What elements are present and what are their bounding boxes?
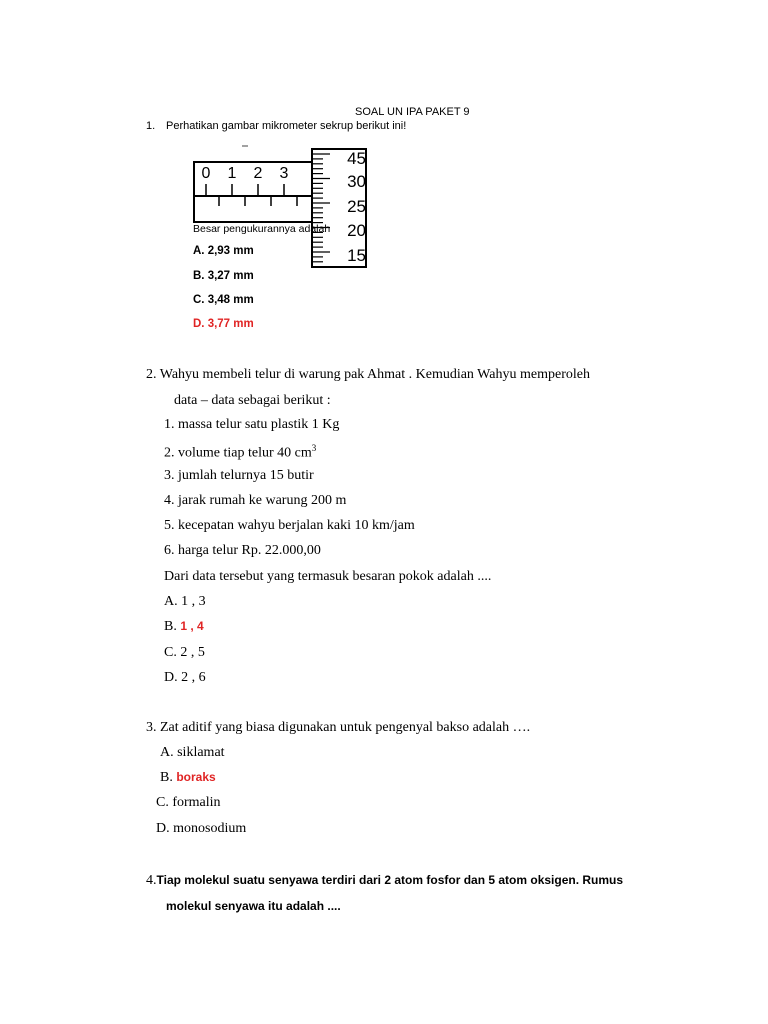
q4-line1 bbox=[146, 873, 623, 889]
main-scale-label: 1 bbox=[227, 165, 237, 182]
q2-option-a: A. 1 , 3 bbox=[164, 594, 206, 609]
q2-item: 4. jarak rumah ke warung 200 m bbox=[164, 493, 347, 508]
q2-option-b bbox=[164, 619, 204, 635]
q2-item-superscript: 3 bbox=[311, 443, 317, 453]
q3-option-b-answer: boraks bbox=[176, 770, 216, 784]
q3-option-b-prefix: B. bbox=[160, 770, 173, 785]
q2-item-volume bbox=[164, 443, 316, 462]
q1-stem: Besar pengukurannya adalah bbox=[193, 223, 331, 235]
thimble-label: 25 bbox=[347, 197, 366, 216]
thimble-label: 30 bbox=[347, 172, 366, 191]
q1-option-a: A. 2,93 mm bbox=[193, 245, 254, 257]
q4-line2: molekul senyawa itu adalah .... bbox=[166, 899, 341, 913]
q1-number: 1. bbox=[146, 120, 156, 132]
thimble-label: 15 bbox=[347, 246, 366, 265]
q2-option-d: D. 2 , 6 bbox=[164, 670, 206, 685]
main-scale-label: 3 bbox=[279, 165, 289, 182]
q1-option-b: B. 3,27 mm bbox=[193, 270, 254, 282]
q2-item: 3. jumlah telurnya 15 butir bbox=[164, 468, 314, 483]
q4-prefix: 4. bbox=[146, 873, 157, 888]
q2-question: Dari data tersebut yang termasuk besaran pokok adalah .... bbox=[164, 569, 492, 584]
q3-question: 3. Zat aditif yang biasa digunakan untuk pengenyal bakso adalah …. bbox=[146, 720, 531, 735]
q3-option-b bbox=[160, 770, 216, 786]
q2-line2: data – data sebagai berikut : bbox=[174, 393, 331, 408]
sleeve-lower-ticks bbox=[219, 196, 297, 206]
q4-text: Tiap molekul suatu senyawa terdiri dari 2 atom fosfor dan 5 atom oksigen. Rumus bbox=[156, 873, 624, 887]
q2-option-b-prefix: B. bbox=[164, 619, 177, 634]
q2-item: 5. kecepatan wahyu berjalan kaki 10 km/jam bbox=[164, 518, 415, 533]
page-title: SOAL UN IPA PAKET 9 bbox=[355, 106, 470, 118]
main-scale-label: 2 bbox=[253, 165, 263, 182]
q3-option-c: C. formalin bbox=[156, 795, 221, 810]
q3-option-a: A. siklamat bbox=[160, 745, 225, 760]
q3-option-d: D. monosodium bbox=[156, 821, 247, 836]
sleeve-upper-ticks bbox=[206, 184, 284, 196]
q1-option-d-answer: D. 3,77 mm bbox=[193, 318, 254, 330]
q2-item: 6. harga telur Rp. 22.000,00 bbox=[164, 543, 321, 558]
q2-option-b-answer: 1 , 4 bbox=[180, 619, 204, 633]
q2-item-text: 2. volume tiap telur 40 cm bbox=[164, 445, 312, 461]
q1-option-c: C. 3,48 mm bbox=[193, 294, 254, 306]
main-scale-label: 0 bbox=[201, 165, 211, 182]
thimble-label: 20 bbox=[347, 221, 366, 240]
q2-option-c: C. 2 , 5 bbox=[164, 645, 205, 660]
q2-line1: 2. Wahyu membeli telur di warung pak Ahmat . Kemudian Wahyu memperoleh bbox=[146, 367, 590, 382]
q1-text: Perhatikan gambar mikrometer sekrup berikut ini! bbox=[166, 120, 407, 132]
q2-item: 1. massa telur satu plastik 1 Kg bbox=[164, 417, 340, 432]
thimble-label: 45 bbox=[347, 149, 366, 168]
